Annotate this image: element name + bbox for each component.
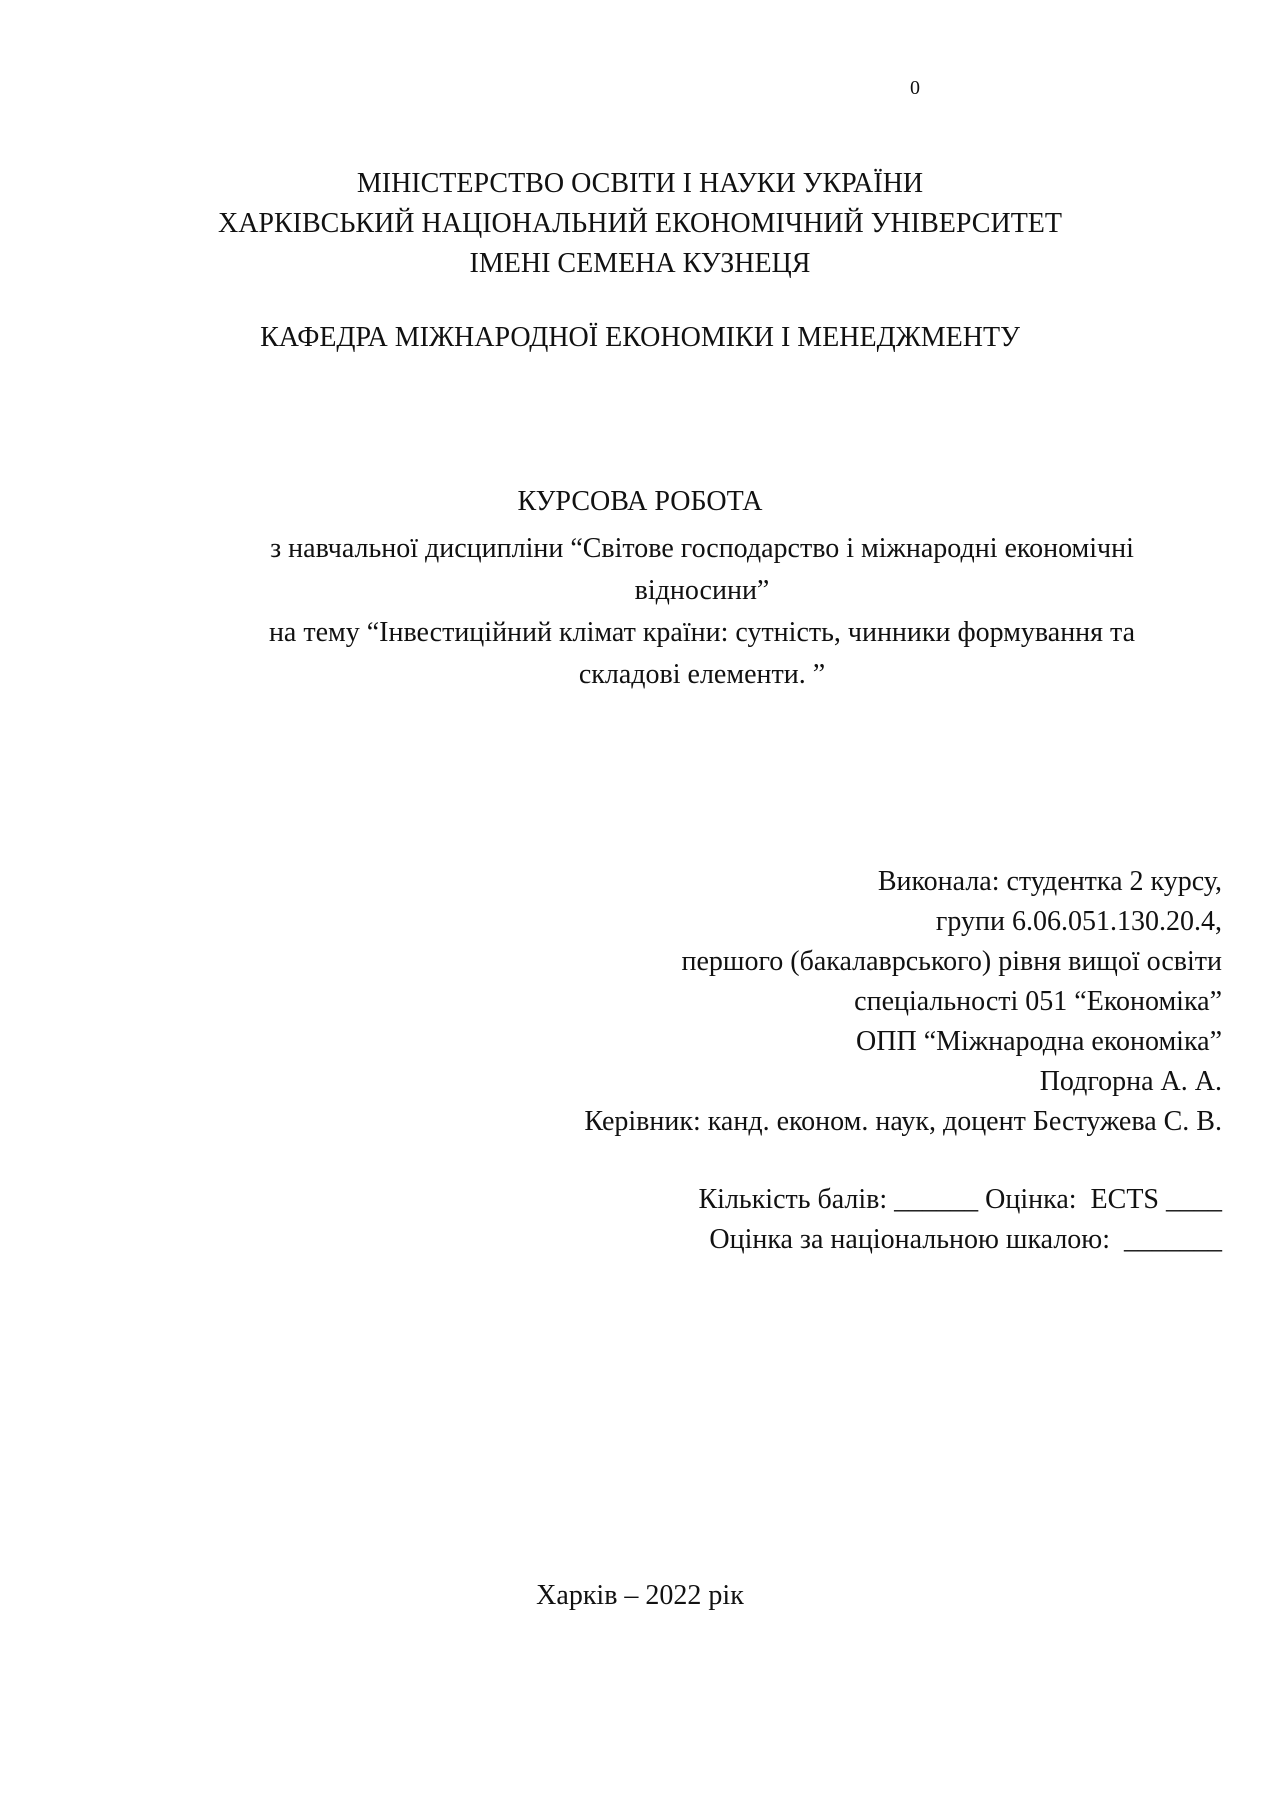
grades-block [322, 1180, 1222, 1260]
author-block [322, 862, 1222, 1142]
page-number: 0 [910, 77, 920, 99]
department-line: КАФЕДРА МІЖНАРОДНОЇ ЕКОНОМІКИ І МЕНЕДЖМЕНТУ [260, 322, 1020, 353]
supervisor-line: Керівник: канд. економ. наук, доцент Бестужева С. В. [584, 1106, 1222, 1137]
topic-line: на тему “Інвестиційний клімат країни: сутність, чинники формування та складові елементи. ” [268, 617, 1136, 690]
grades-points-line: Кількість балів: ______ Оцінка: ECTS ____ [698, 1184, 1222, 1215]
city-year: Харків – 2022 рік [536, 1580, 744, 1611]
grades-national-line: Оцінка за національною шкалою: _______ [709, 1224, 1222, 1255]
university-line: ХАРКІВСЬКИЙ НАЦІОНАЛЬНИЙ ЕКОНОМІЧНИЙ УНІВЕРСИТЕТ [217, 208, 1063, 239]
discipline-line: з навчальної дисципліни “Світове господарство і міжнародні економічні відносини” [270, 533, 1134, 606]
institution-header [0, 164, 1280, 284]
author-line-specialty: спеціальності 051 “Економіка” [854, 986, 1222, 1017]
author-line-program: ОПП “Міжнародна економіка” [856, 1026, 1222, 1057]
author-line-level: першого (бакалаврського) рівня вищої освіти [681, 946, 1222, 977]
author-line-course: Виконала: студентка 2 курсу, [877, 866, 1222, 897]
university-name-line: ІМЕНІ СЕМЕНА КУЗНЕЦЯ [469, 248, 811, 279]
ministry-line: МІНІСТЕРСТВО ОСВІТИ І НАУКИ УКРАЇНИ [356, 168, 924, 199]
author-name: Подгорна А. А. [1039, 1066, 1222, 1097]
work-description [230, 528, 1174, 696]
author-line-group: групи 6.06.051.130.20.4, [935, 906, 1222, 937]
work-title: КУРСОВА РОБОТА [517, 486, 763, 517]
